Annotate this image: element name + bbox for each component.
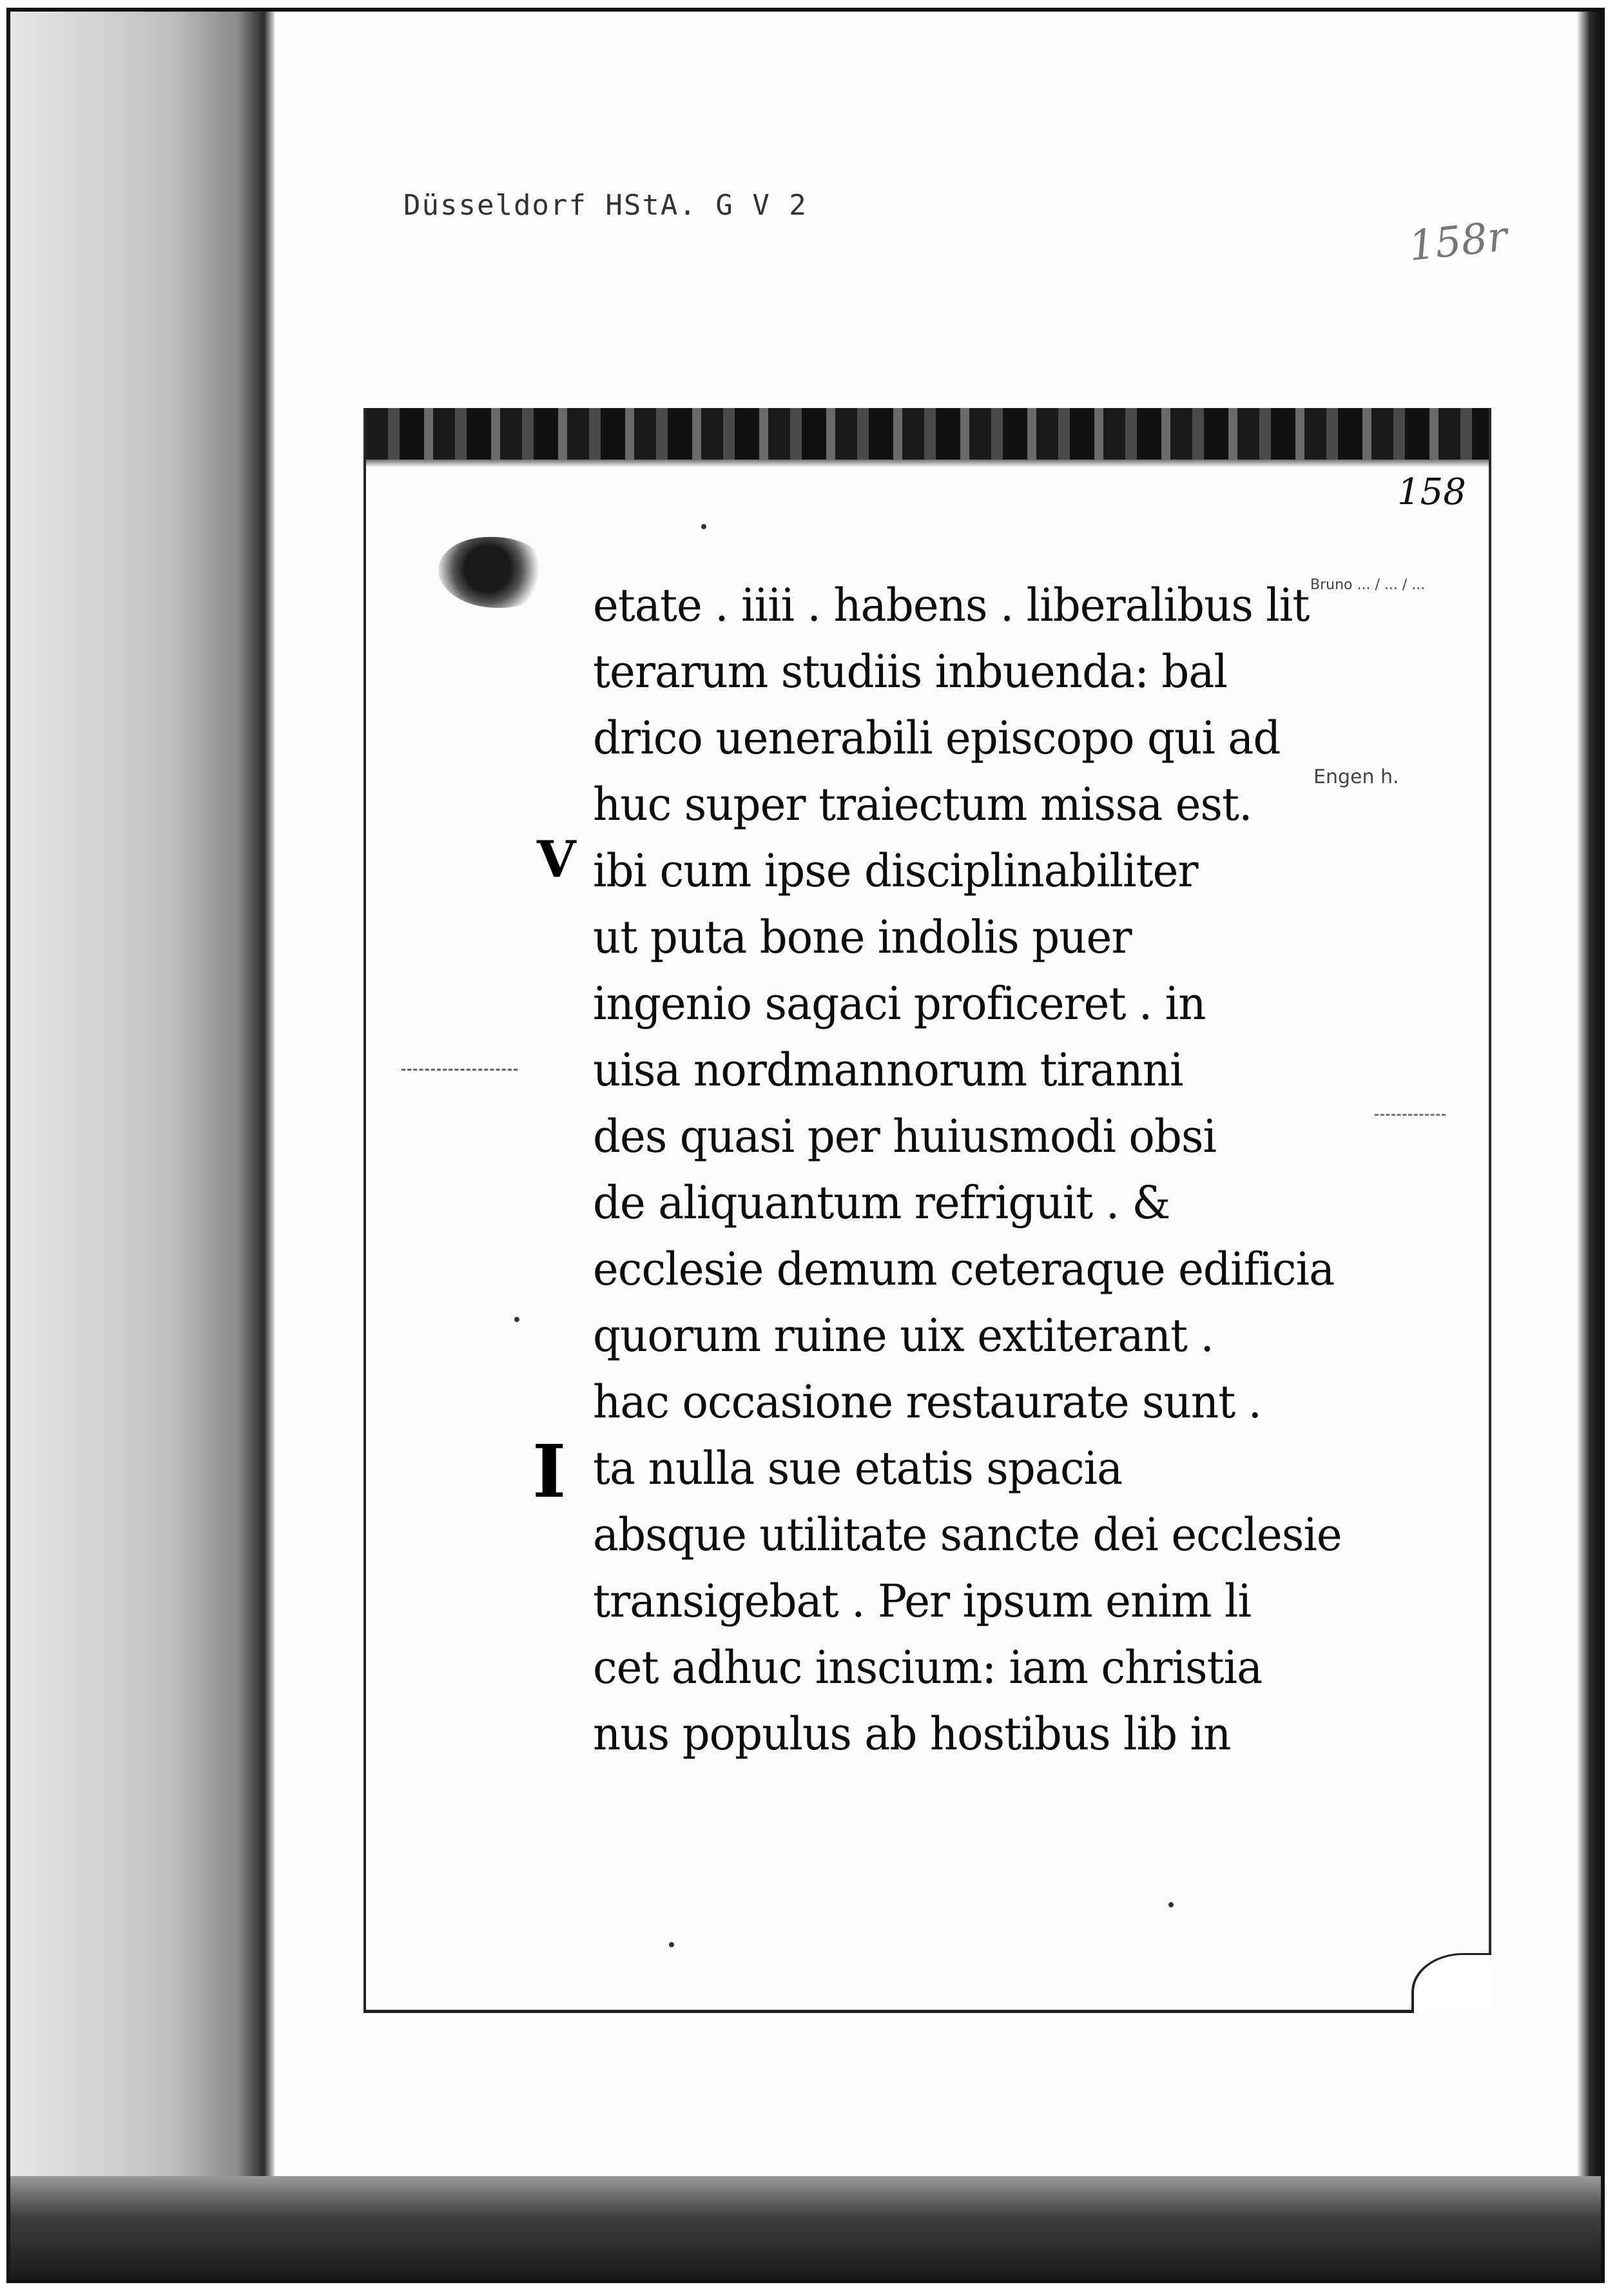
text-line: drico uenerabili episcopo qui ad xyxy=(593,712,1281,764)
manuscript-leaf xyxy=(363,408,1491,2013)
book-gutter-shadow xyxy=(10,12,275,2279)
text-line: quorum ruine uix extiterant . xyxy=(593,1309,1214,1362)
text-line: hac occasione restaurate sunt . xyxy=(593,1376,1262,1428)
text-line: ta nulla sue etatis spacia xyxy=(593,1442,1123,1495)
archive-caption: Düsseldorf HStA. G V 2 xyxy=(403,189,808,222)
margin-dash xyxy=(1375,1114,1446,1116)
manuscript-text xyxy=(593,572,1366,1767)
text-line: des quasi per huiusmodi obsi xyxy=(593,1110,1217,1163)
page-corner-curl xyxy=(1411,1953,1491,2013)
pencil-folio-note: 158r xyxy=(1406,213,1510,271)
text-line: etate . iiii . habens . liberalibus lit xyxy=(593,579,1310,632)
ink-speck xyxy=(514,1317,519,1322)
text-line: huc super traiectum missa est. xyxy=(593,778,1252,831)
text-line: ingenio sagaci proficeret . in xyxy=(593,977,1206,1030)
text-line: ut puta bone indolis puer xyxy=(593,911,1132,964)
ink-speck xyxy=(669,1942,674,1947)
folio-number: 158 xyxy=(1397,471,1466,513)
text-line: terarum studiis inbuenda: bal xyxy=(593,645,1227,698)
text-line: nus populus ab hostibus lib in xyxy=(593,1707,1231,1760)
bottom-scan-shadow xyxy=(10,2176,1601,2279)
margin-dash xyxy=(402,1069,518,1071)
ink-blot xyxy=(438,537,548,608)
text-line: uisa nordmannorum tiranni xyxy=(593,1044,1183,1096)
page-edge-shadow xyxy=(1576,12,1601,2279)
text-line: ecclesie demum ceteraque edificia xyxy=(593,1243,1335,1296)
margin-note: Engen h. xyxy=(1313,766,1399,788)
ink-speck xyxy=(701,524,706,529)
margin-note: Bruno ... / ... / ... xyxy=(1310,577,1426,593)
leaf-top-strip xyxy=(366,408,1489,460)
text-line: transigebat . Per ipsum enim li xyxy=(593,1575,1252,1628)
text-line: de aliquantum refriguit . & xyxy=(593,1176,1170,1229)
text-line: cet adhuc inscium: iam christia xyxy=(593,1641,1263,1694)
initial-letter: I xyxy=(532,1430,566,1514)
text-line: ibi cum ipse disciplinabiliter xyxy=(593,844,1198,897)
ink-speck xyxy=(1168,1902,1174,1907)
initial-letter: V xyxy=(537,830,576,889)
text-line: absque utilitate sancte dei ecclesie xyxy=(593,1508,1342,1561)
scan-frame xyxy=(6,8,1605,2283)
